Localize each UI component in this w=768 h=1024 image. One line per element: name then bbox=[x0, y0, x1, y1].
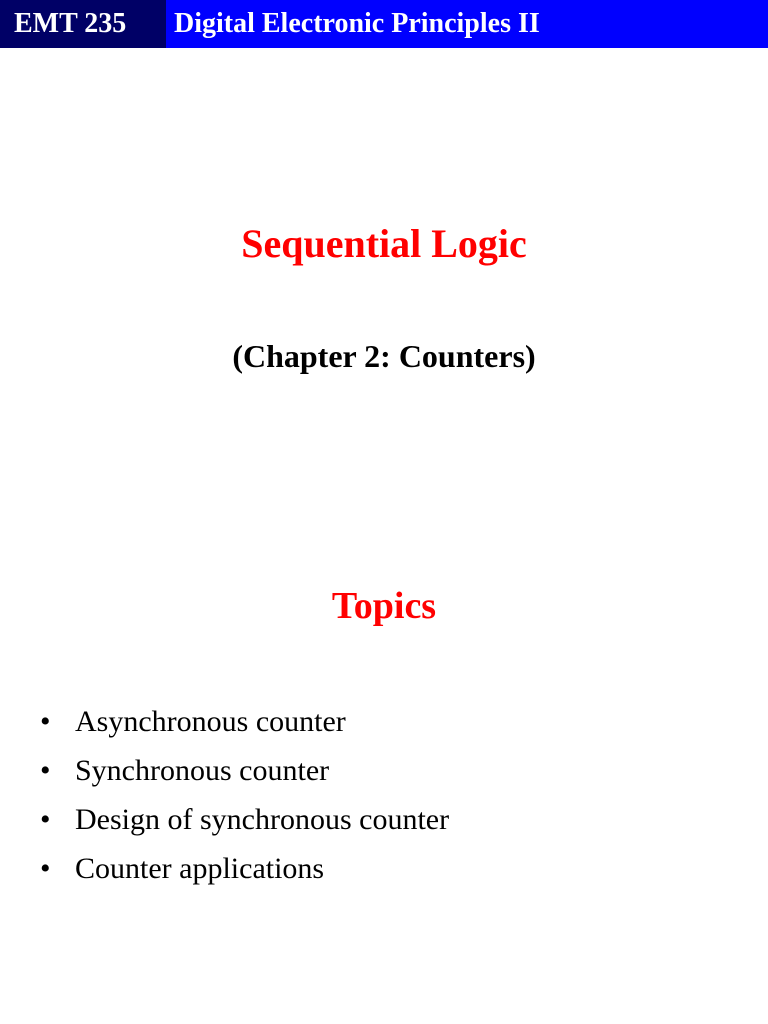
list-item bbox=[40, 795, 449, 844]
chapter-subtitle: (Chapter 2: Counters) bbox=[232, 338, 536, 374]
slide-header bbox=[0, 0, 768, 48]
bullet-icon: • bbox=[40, 754, 51, 787]
course-code: EMT 235 bbox=[0, 0, 166, 48]
bullet-icon: • bbox=[40, 705, 51, 738]
bullet-icon: • bbox=[40, 852, 51, 885]
bullet-icon: • bbox=[40, 803, 51, 836]
topic-text: Counter applications bbox=[75, 852, 325, 885]
topic-text: Design of synchronous counter bbox=[75, 803, 450, 836]
topics-heading: Topics bbox=[331, 585, 437, 627]
course-title: Digital Electronic Principles II bbox=[166, 0, 768, 48]
list-item bbox=[40, 844, 449, 893]
list-item bbox=[40, 746, 449, 795]
topics-list bbox=[40, 697, 449, 893]
topic-text: Synchronous counter bbox=[75, 754, 330, 787]
slide-title: Sequential Logic bbox=[241, 221, 527, 266]
list-item bbox=[40, 697, 449, 746]
topic-text: Asynchronous counter bbox=[75, 705, 346, 738]
